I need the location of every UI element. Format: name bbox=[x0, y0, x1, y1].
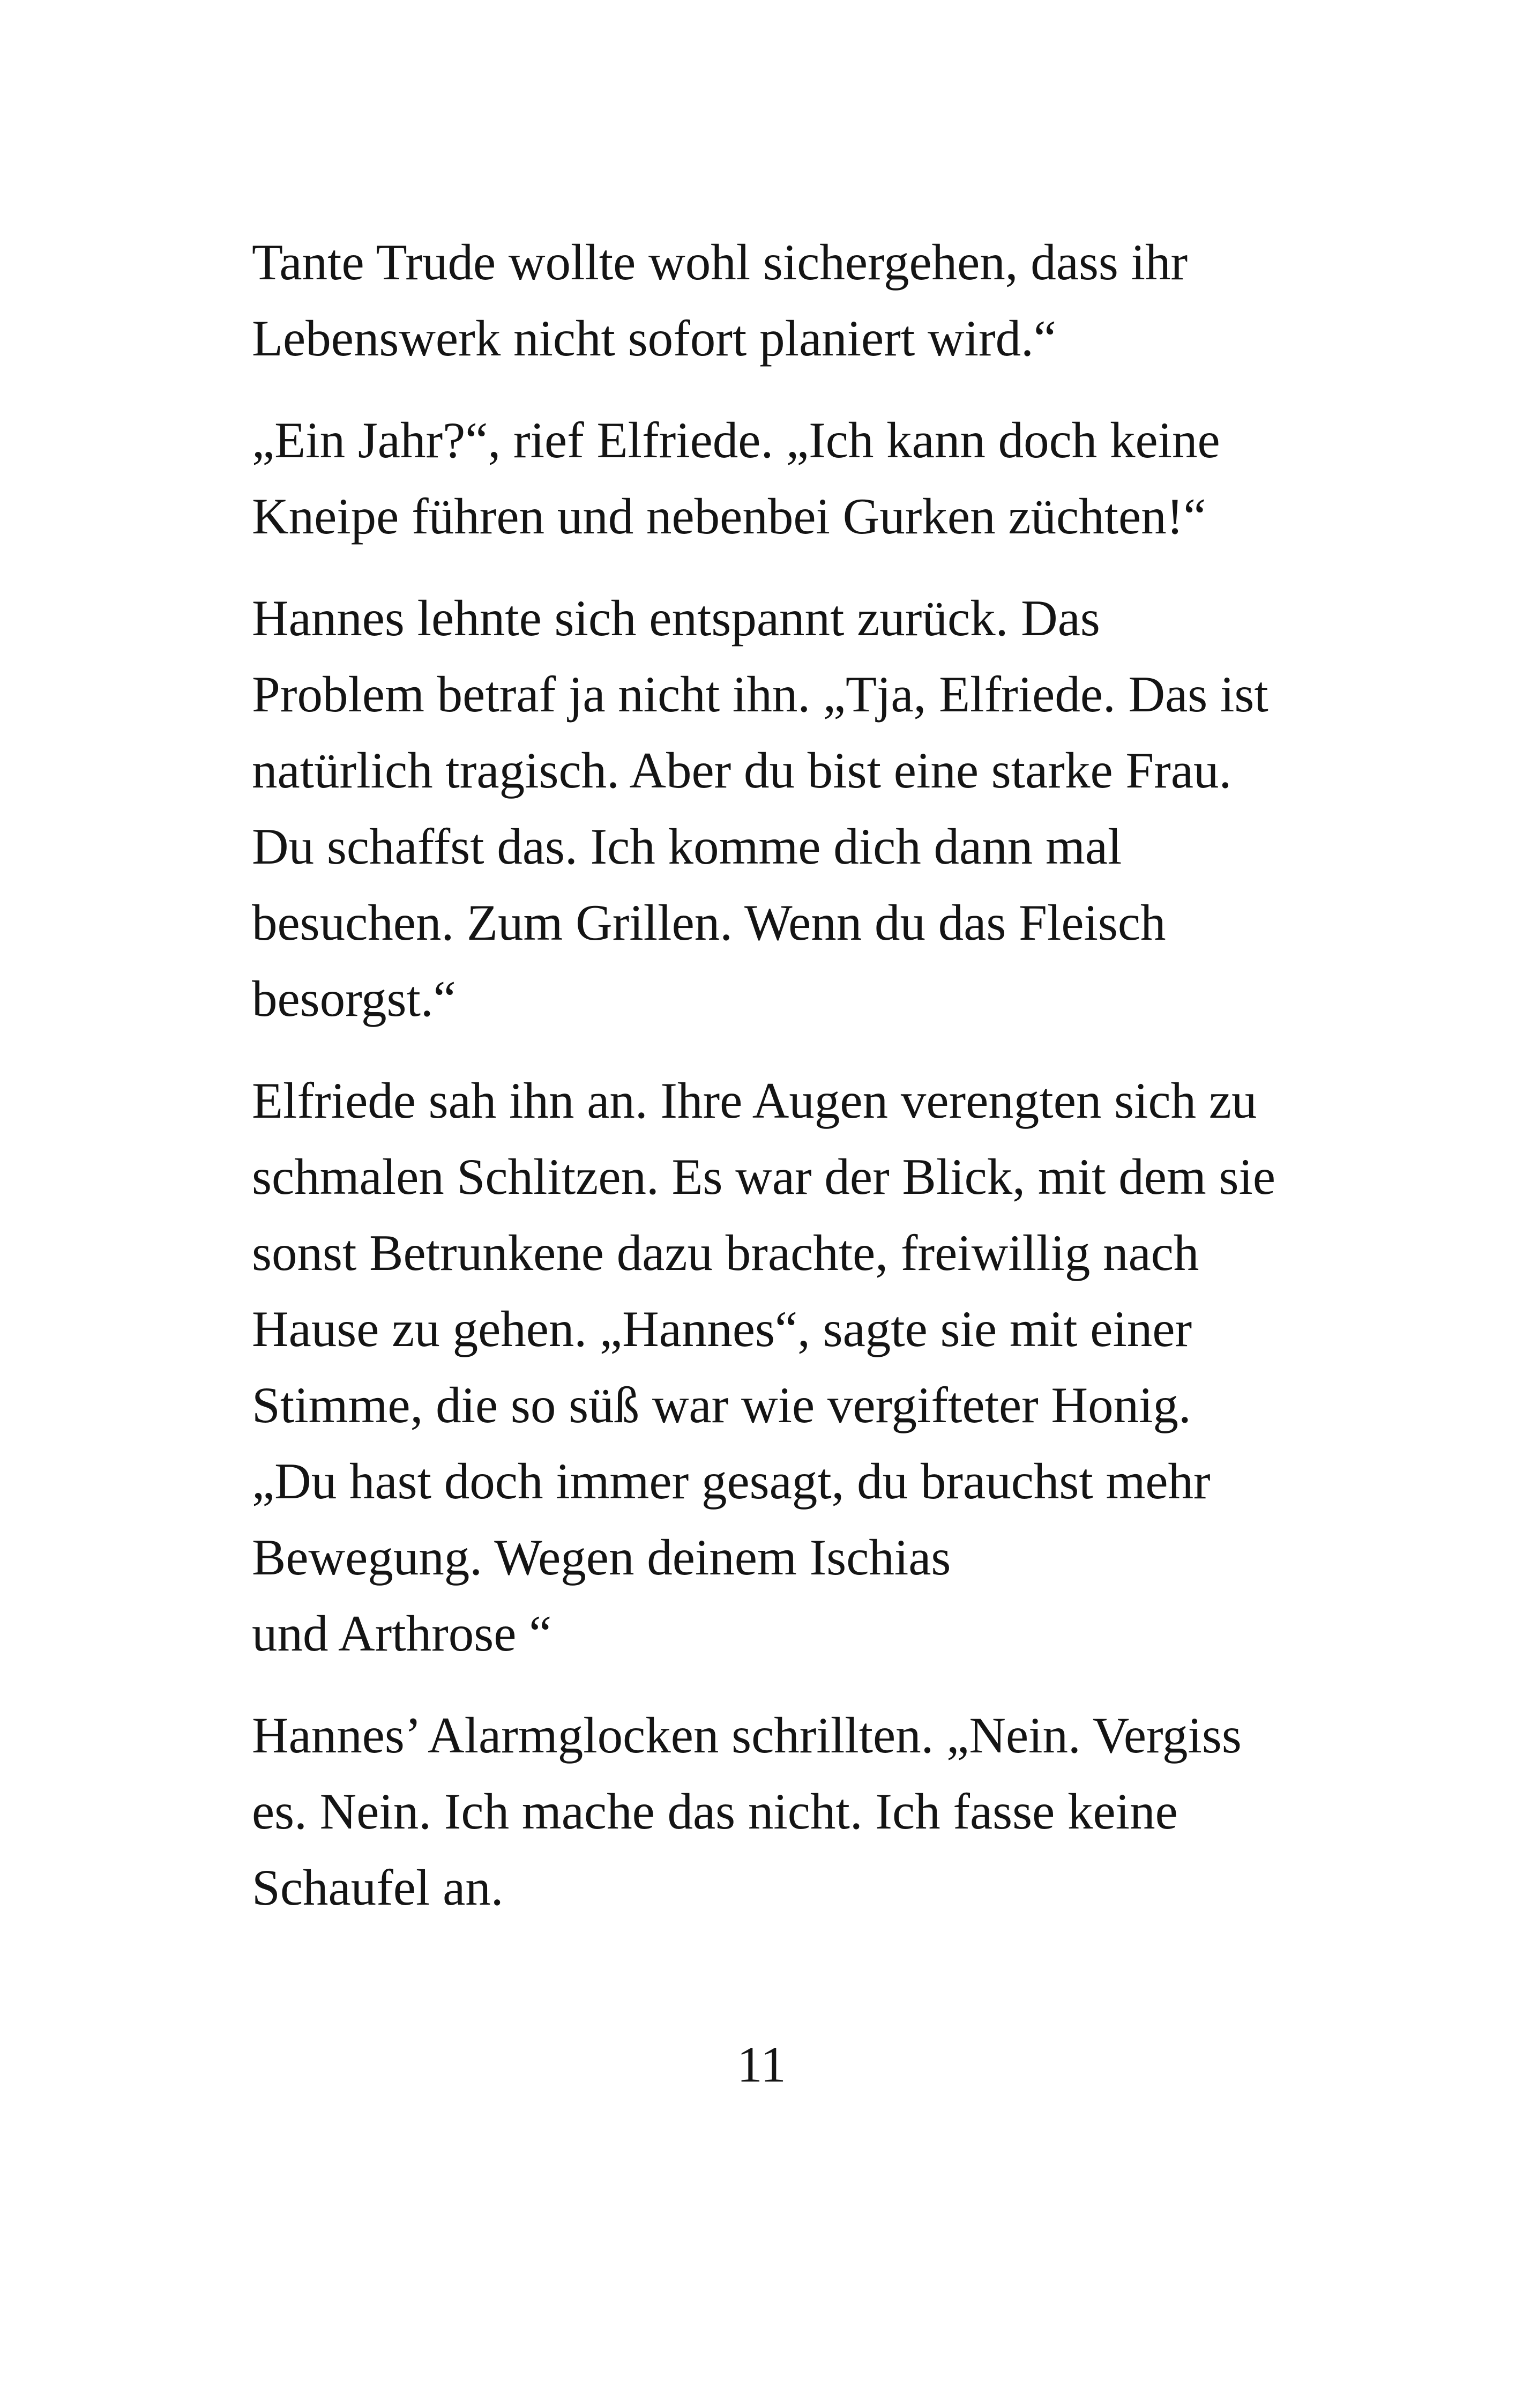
text-line: schmalen Schlitzen. Es war der Blick, mit dem sie bbox=[252, 1148, 1276, 1205]
paragraph-1 bbox=[252, 224, 1377, 376]
text-line: Schaufel an. bbox=[252, 1859, 504, 1916]
text-line: Du schaffst das. Ich komme dich dann mal bbox=[252, 818, 1122, 875]
paragraph-4 bbox=[252, 1062, 1377, 1671]
paragraph-2 bbox=[252, 402, 1377, 554]
paragraph-3 bbox=[252, 580, 1377, 1037]
text-line: Stimme, die so süß war wie vergifteter Honig. bbox=[252, 1377, 1191, 1433]
text-line: Elfriede sah ihn an. Ihre Augen verengten sich zu bbox=[252, 1072, 1257, 1129]
text-line: und Arthrose “ bbox=[252, 1605, 552, 1662]
body-text bbox=[252, 224, 1377, 1951]
text-line: Hause zu gehen. „Hannes“, sagte sie mit einer bbox=[252, 1300, 1192, 1357]
page-number: 11 bbox=[737, 2036, 786, 2093]
text-line: besuchen. Zum Grillen. Wenn du das Fleisch bbox=[252, 894, 1166, 951]
text-line: Bewegung. Wegen deinem Ischias bbox=[252, 1529, 951, 1586]
text-line: Lebenswerk nicht sofort planiert wird.“ bbox=[252, 310, 1057, 367]
text-line: Tante Trude wollte wohl sichergehen, dass ihr bbox=[252, 234, 1188, 291]
text-line: „Ein Jahr?“, rief Elfriede. „Ich kann doch keine bbox=[252, 412, 1220, 469]
text-line: Kneipe führen und nebenbei Gurken züchten!“ bbox=[252, 488, 1206, 545]
text-line: Hannes’ Alarmglocken schrillten. „Nein. Vergiss bbox=[252, 1707, 1242, 1764]
paragraph-5 bbox=[252, 1697, 1377, 1926]
text-line: besorgst.“ bbox=[252, 970, 456, 1027]
text-line: Problem betraf ja nicht ihn. „Tja, Elfriede. Das ist bbox=[252, 666, 1268, 723]
text-line: sonst Betrunkene dazu brachte, freiwillig nach bbox=[252, 1224, 1199, 1281]
text-line: Hannes lehnte sich entspannt zurück. Das bbox=[252, 590, 1100, 646]
text-line: „Du hast doch immer gesagt, du brauchst mehr bbox=[252, 1453, 1211, 1510]
text-line: natürlich tragisch. Aber du bist eine starke Frau. bbox=[252, 742, 1232, 799]
text-line: es. Nein. Ich mache das nicht. Ich fasse keine bbox=[252, 1783, 1178, 1840]
